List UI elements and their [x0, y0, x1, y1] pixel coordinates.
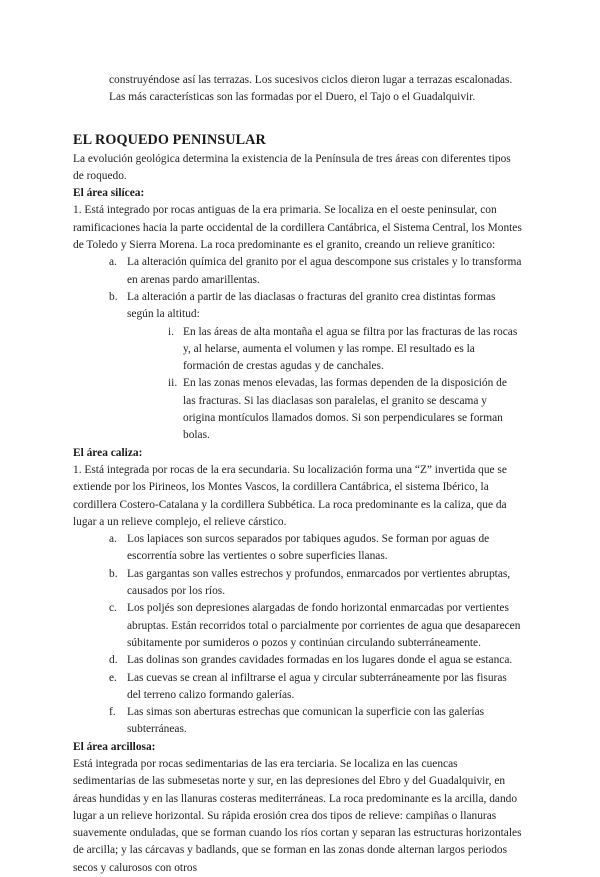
caliza-heading: El área caliza: [73, 446, 143, 459]
list-item-text: Las gargantas son valles estrechos y profundos, enmarcados por vertientes abruptas, causados por los ríos. [127, 567, 511, 598]
sublist-item [163, 375, 522, 444]
list-item [109, 531, 522, 566]
list-marker: i. [168, 325, 175, 338]
list-item-text: La alteración a partir de las diaclasas o fracturas del granito crea distintas formas según la altitud: [127, 290, 496, 321]
list-item [109, 566, 522, 601]
list-marker: a. [109, 256, 117, 269]
caliza-list [73, 531, 522, 739]
list-marker: b. [109, 567, 118, 580]
list-item [109, 670, 522, 705]
list-item [109, 652, 522, 669]
list-marker: f. [109, 706, 116, 719]
list-marker: ii. [168, 377, 178, 390]
list-item-text: Las dolinas son grandes cavidades formadas en los lugares donde el agua se estanca. [127, 654, 513, 667]
list-item [109, 704, 522, 739]
continuation-paragraph: construyéndose así las terrazas. Los sucesivos ciclos dieron lugar a terrazas escalonadas. Las más características son las formadas por el Duero, el Tajo o el Guadalquivir. [109, 74, 513, 104]
list-item-text: Los lapiaces son surcos separados por tabiques agudos. Se forman por aguas de escorrentía sobre las vertientes o sobre superficies llanas. [127, 533, 490, 563]
list-marker: b. [109, 290, 118, 303]
silicea-heading: El área silícea: [73, 187, 145, 200]
list-marker: e. [109, 671, 117, 684]
list-item-text: Las cuevas se crean al infiltrarse el agua y circular subterráneamente por las fisuras del terreno calizo formando galerías. [127, 671, 507, 701]
list-marker: c. [109, 602, 117, 615]
silicea-sublist [127, 324, 522, 445]
list-marker: d. [109, 654, 118, 667]
sublist-item [163, 324, 522, 376]
list-item-text: En las áreas de alta montaña el agua se filtra por las fracturas de las rocas y, al helarse, aumenta el volumen y las rompe. El resultado es la formación de crestas agudas y de canchales. [183, 325, 518, 373]
arcillosa-heading: El área arcillosa: [73, 740, 156, 753]
arcillosa-lead: Está integrada por rocas sedimentarias de las era terciaria. Se localiza en las cuencas sedimentarias de las submesetas norte y sur, en las depresiones del Ebro y del Guadalquivir, en áreas hundidas y en las llanuras costeras mediterráneas. La roca predominante es la arcilla, dando lugar a un relieve horizontal. Su rápida erosión crea dos tipos de relieve: campiñas o llanuras suavemente onduladas, que se forman cuando los ríos cortan y separan las estructuras horizontales de arcilla; y las cárcavas y badlands, que se forman en las zonas donde alternan largos periodos secos y calurosos con otros [73, 757, 522, 874]
silicea-list [73, 254, 522, 444]
section-title: EL ROQUEDO PENINSULAR [73, 131, 266, 148]
list-item-text: Los poljés son depresiones alargadas de fondo horizontal enmarcadas por vertientes abruptas. Están recorridos total o parcialmente por corrientes de agua que desaparecen súbitamente por sumideros o pozos y continúan circulando subterráneamente. [127, 602, 521, 649]
silicea-lead: 1. Está integrado por rocas antiguas de la era primaria. Se localiza en el oeste peninsular, con ramificaciones hacia la parte occidental de la cordillera Cantábrica, el Sistema Central, los Montes de Toledo y Sierra Morena. La roca predominante es el granito, creando un relieve granítico: [73, 204, 522, 252]
list-marker: a. [109, 533, 117, 546]
list-item [109, 254, 522, 289]
list-item [109, 600, 522, 652]
list-item-text: Las simas son aberturas estrechas que comunican la superficie con las galerías subterráneas. [127, 706, 485, 736]
list-item-text: En las zonas menos elevadas, las formas dependen de la disposición de las fracturas. Si las diaclasas son paralelas, el granito se descama y origina montículos llamados domos. Si son perpendiculares se forman bolas. [183, 377, 507, 442]
list-item [109, 289, 522, 445]
section-intro: La evolución geológica determina la existencia de la Península de tres áreas con diferentes tipos de roquedo. [73, 152, 511, 182]
list-item-text: La alteración química del granito por el agua descompone sus cristales y lo transforma en arenas pardo amarillentas. [127, 256, 522, 286]
caliza-lead: 1. Está integrada por rocas de la era secundaria. Su localización forma una “Z” invertida que se extiende por los Pirineos, los Montes Vascos, la cordillera Cantábrica, el sistema Ibérico, la cordillera Costero-Catalana y la cordillera Subbética. La roca predominante es la caliza, que da lugar a un relieve complejo, el relieve cárstico. [73, 463, 507, 528]
